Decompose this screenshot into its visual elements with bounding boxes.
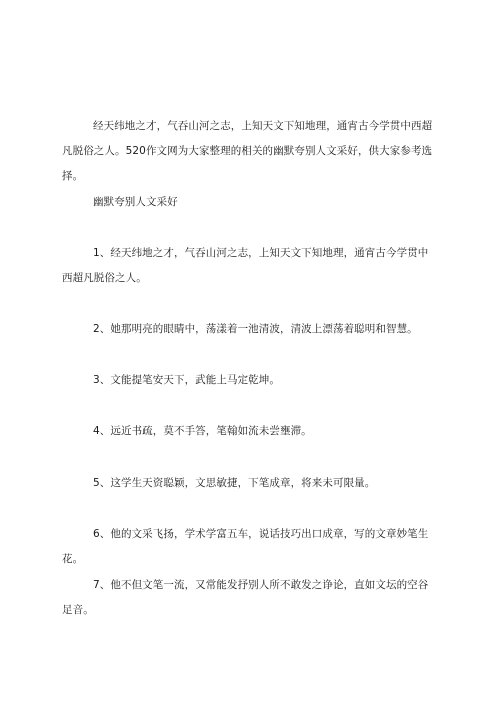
list-item: 3、文能提笔安天下，武能上马定乾坤。 (93, 374, 280, 386)
intro-paragraph: 经天纬地之才，气吞山河之志，上知天文下知地理，通宵古今学贯中西超凡脱俗之人。520作文网为大家整理的相关的幽默夸别人文采好，供大家参考选择。 (62, 120, 433, 182)
list-item: 7、他不但文笔一流，又常能发抒别人所不敢发之诤论，直如文坛的空谷足音。 (62, 579, 429, 616)
list-item: 4、远近书疏，莫不手答，笔翰如流未尝壅滞。 (93, 425, 312, 437)
list-item: 1、经天纬地之才，气吞山河之志，上知天文下知地理，通宵古今学贯中西超凡脱俗之人。 (62, 247, 429, 284)
list-item: 5、这学生天资聪颖，文思敏捷，下笔成章，将来未可限量。 (93, 477, 376, 489)
list-item: 2、她那明亮的眼睛中，荡漾着一池清波，清波上漂荡着聪明和智慧。 (93, 323, 418, 335)
section-heading: 幽默夸别人文采好 (93, 196, 178, 208)
list-item: 6、他的文采飞扬，学术学富五车，说话技巧出口成章，写的文章妙笔生花。 (62, 528, 429, 565)
